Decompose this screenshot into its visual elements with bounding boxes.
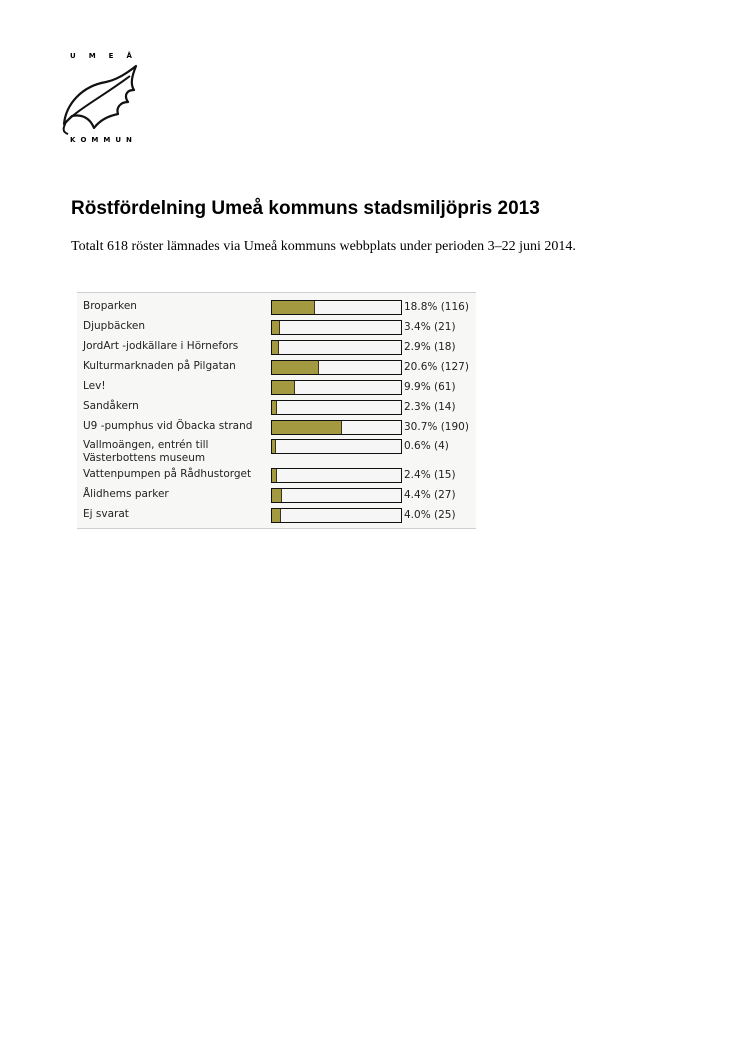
result-bar-track [271, 320, 402, 335]
result-value: 2.4% (15) [404, 469, 456, 481]
result-bar [272, 401, 277, 414]
result-label: Broparken [83, 300, 137, 312]
vote-results-chart [77, 292, 476, 529]
result-bar [272, 489, 282, 502]
logo-letter: Å [126, 52, 132, 60]
result-label: Vattenpumpen på Rådhustorget [83, 468, 252, 480]
result-bar [272, 421, 342, 434]
result-value: 2.3% (14) [404, 401, 456, 413]
result-bar-track [271, 420, 402, 435]
result-bar-track [271, 439, 402, 454]
result-value: 20.6% (127) [404, 361, 469, 373]
result-bar-track [271, 400, 402, 415]
result-label: Djupbäcken [83, 320, 146, 332]
result-bar [272, 341, 279, 354]
result-label: U9 -pumphus vid Öbacka strand [83, 420, 253, 432]
result-label: Sandåkern [83, 400, 139, 412]
logo-top-text [60, 52, 152, 60]
result-bar [272, 301, 315, 314]
result-value: 0.6% (4) [404, 440, 449, 452]
result-label: Kulturmarknaden på Pilgatan [83, 360, 236, 372]
logo-letter: O [80, 136, 87, 144]
result-value: 2.9% (18) [404, 341, 456, 353]
result-value: 30.7% (190) [404, 421, 469, 433]
umea-kommun-logo [60, 52, 142, 148]
logo-letter: E [108, 52, 114, 60]
result-bar [272, 381, 295, 394]
result-bar [272, 509, 281, 522]
result-bar-track [271, 340, 402, 355]
result-bar [272, 321, 280, 334]
logo-letter: K [70, 136, 76, 144]
result-value: 18.8% (116) [404, 301, 469, 313]
logo-letter: N [126, 136, 132, 144]
result-bar [272, 440, 276, 453]
result-label: Lev! [83, 380, 106, 392]
result-label: JordArt -jodkällare i Hörnefors [83, 340, 239, 352]
result-bar-track [271, 360, 402, 375]
logo-letter: U [70, 52, 76, 60]
result-value: 9.9% (61) [404, 381, 456, 393]
logo-letter: M [88, 52, 96, 60]
result-label: Ålidhems parker [83, 488, 169, 500]
result-bar [272, 361, 319, 374]
page-title: Röstfördelning Umeå kommuns stadsmiljöpris 2013 [71, 198, 540, 219]
result-bar-track [271, 300, 402, 315]
result-bar-track [271, 508, 402, 523]
leaf-icon [60, 64, 142, 136]
result-label: Ej svarat [83, 508, 129, 520]
result-bar-track [271, 468, 402, 483]
logo-letter: M [91, 136, 99, 144]
logo-bottom-text [60, 136, 152, 144]
logo-letter: U [115, 136, 122, 144]
result-bar [272, 469, 277, 482]
intro-paragraph: Totalt 618 röster lämnades via Umeå kommuns webbplats under perioden 3–22 juni 2014. [71, 239, 576, 254]
logo-letter: M [103, 136, 111, 144]
result-bar-track [271, 488, 402, 503]
result-bar-track [271, 380, 402, 395]
result-label: Vallmoängen, entrén till Västerbottens museum [83, 439, 209, 464]
result-value: 4.4% (27) [404, 489, 456, 501]
result-value: 3.4% (21) [404, 321, 456, 333]
result-value: 4.0% (25) [404, 509, 456, 521]
